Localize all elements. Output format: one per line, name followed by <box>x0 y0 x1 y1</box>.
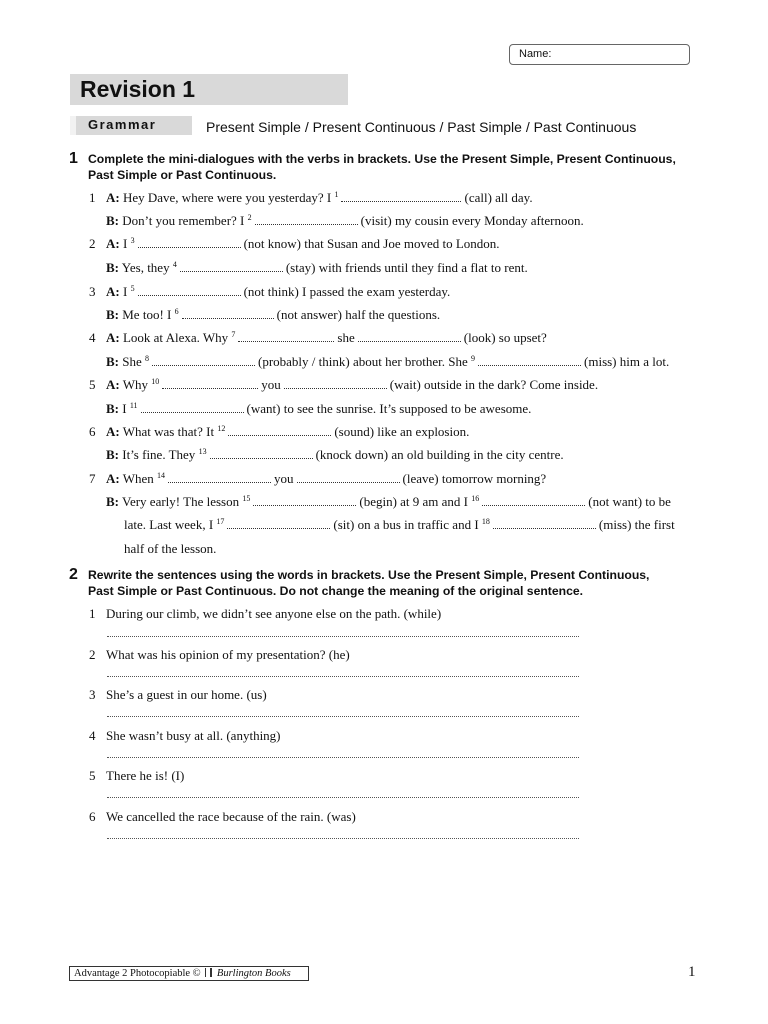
answer-line-6[interactable] <box>107 838 579 839</box>
answer-gap-13[interactable] <box>210 447 313 459</box>
answer-line-4[interactable] <box>107 757 579 758</box>
dialogue-1-b: B: Don’t you remember? I $^2$ (visit) my cousin every Monday afternoon. <box>106 213 584 228</box>
answer-gap-4[interactable] <box>180 260 283 272</box>
rewrite-item-1: 1 During our climb, we didn’t see anyone else on the path. (while) <box>89 606 442 621</box>
name-field[interactable] <box>509 44 690 65</box>
answer-gap-11[interactable] <box>141 401 244 413</box>
page-number: 1 <box>688 964 696 980</box>
dialogue-6-b: B: It’s fine. They $^{13}$ (knock down) an old building in the city centre. <box>106 447 564 462</box>
section-topics: Present Simple / Present Continuous / Past Simple / Past Continuous <box>206 119 637 135</box>
dialogue-7-c: late. Last week, I $^{17}$ (sit) on a bus in traffic and I $^{18}$ (miss) the first <box>124 517 675 532</box>
dialogue-5-b: B: I $^{11}$ (want) to see the sunrise. It’s supposed to be awesome. <box>106 401 532 416</box>
name-label: Name: <box>519 48 552 60</box>
answer-line-3[interactable] <box>107 716 579 717</box>
dialogue-2-b: B: Yes, they $^4$ (stay) with friends until they find a flat to rent. <box>106 260 528 275</box>
dialogue-4-a: 4 A: Look at Alexa. Why $^7$ she (look) so upset? <box>89 330 547 345</box>
answer-gap-5[interactable] <box>138 284 241 296</box>
dialogue-7-a: 7 A: When $^{14}$ you (leave) tomorrow morning? <box>89 471 547 486</box>
rewrite-item-6: 6 We cancelled the race because of the rain. (was) <box>89 809 356 824</box>
exercise-2-instruction: Rewrite the sentences using the words in brackets. Use the Present Simple, Present Continuous, Past Simple or Past Continuous. Do not change the meaning of the original sentence. <box>88 568 650 598</box>
answer-gap-12[interactable] <box>228 424 331 436</box>
exercise-1-instruction: Complete the mini-dialogues with the verbs in brackets. Use the Present Simple, Present Continuous, Past Simple or Past Continuous. <box>88 152 676 182</box>
answer-gap-9[interactable] <box>478 354 581 366</box>
exercise-1-number: 1 <box>69 150 78 167</box>
answer-gap-2[interactable] <box>255 213 358 225</box>
answer-gap-7b[interactable] <box>358 330 461 342</box>
answer-gap-15[interactable] <box>253 494 356 506</box>
answer-gap-18[interactable] <box>493 517 596 529</box>
dialogue-6-a: 6 A: What was that? It $^{12}$ (sound) like an explosion. <box>89 424 470 439</box>
footer-copyright: Advantage 2 Photocopiable © Burlington Books <box>69 966 309 981</box>
section-tag: Grammar <box>70 116 192 135</box>
answer-gap-6[interactable] <box>182 307 274 319</box>
page-title: Revision 1 <box>70 74 348 105</box>
answer-line-5[interactable] <box>107 797 579 798</box>
answer-gap-10[interactable] <box>162 377 258 389</box>
dialogue-7-b: B: Very early! The lesson $^{15}$ (begin) at 9 am and I $^{16}$ (not want) to be <box>106 494 671 509</box>
answer-gap-16[interactable] <box>482 494 585 506</box>
rewrite-item-2: 2 What was his opinion of my presentation? (he) <box>89 647 350 662</box>
answer-line-1[interactable] <box>107 636 579 637</box>
rewrite-item-4: 4 She wasn’t busy at all. (anything) <box>89 728 281 743</box>
dialogue-1-a: 1 A: Hey Dave, where were you yesterday? I $^1$ (call) all day. <box>89 190 533 205</box>
answer-gap-10b[interactable] <box>284 377 387 389</box>
answer-gap-1[interactable] <box>341 190 461 202</box>
answer-gap-14[interactable] <box>168 471 271 483</box>
dialogue-2-a: 2 A: I $^3$ (not know) that Susan and Joe moved to London. <box>89 236 500 251</box>
dialogue-5-a: 5 A: Why $^{10}$ you (wait) outside in the dark? Come inside. <box>89 377 599 392</box>
dialogue-7-d: half of the lesson. <box>124 541 217 556</box>
dialogue-3-a: 3 A: I $^5$ (not think) I passed the exam yesterday. <box>89 284 451 299</box>
rewrite-item-3: 3 She’s a guest in our home. (us) <box>89 687 267 702</box>
rewrite-item-5: 5 There he is! (I) <box>89 768 185 783</box>
answer-gap-7[interactable] <box>238 330 334 342</box>
answer-gap-8[interactable] <box>152 354 255 366</box>
answer-line-2[interactable] <box>107 676 579 677</box>
burlington-logo-icon <box>205 968 212 977</box>
answer-gap-3[interactable] <box>138 236 241 248</box>
dialogue-3-b: B: Me too! I $^6$ (not answer) half the questions. <box>106 307 441 322</box>
dialogue-4-b: B: She $^8$ (probably / think) about her brother. She $^9$ (miss) him a lot. <box>106 354 670 369</box>
answer-gap-14b[interactable] <box>297 471 400 483</box>
exercise-2-number: 2 <box>69 566 78 583</box>
answer-gap-17[interactable] <box>227 517 330 529</box>
